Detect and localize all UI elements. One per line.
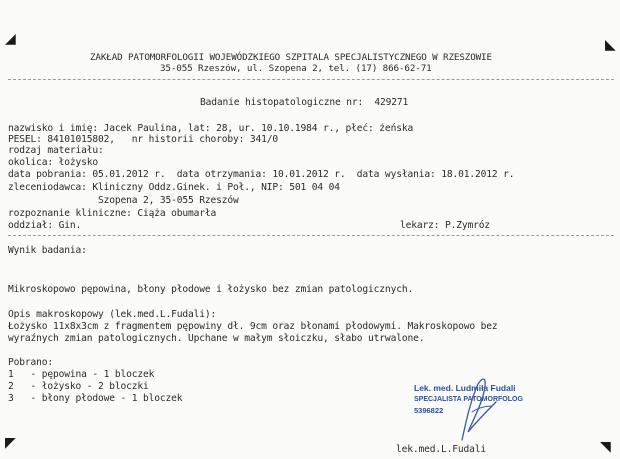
- corner-mark-top-right-icon: ◣: [605, 37, 616, 53]
- clinical-diagnosis-line: rozpoznanie kliniczne: Ciąża obumarła: [8, 208, 217, 219]
- patient-pesel-line: PESEL: 84101015802, nr historii choroby: 341/0: [8, 134, 279, 145]
- macro-description-line-2: wyraźnych zmian patologicznych. Upchane w małym słoiczku, słabo utrwalone.: [8, 333, 425, 344]
- sample-item: 1 - pępowina - 1 bloczek: [8, 369, 155, 380]
- dates-line: data pobrania: 05.01.2012 r. data otrzymania: 10.01.2012 r. data wysłania: 18.01.2012 r.: [8, 169, 515, 180]
- handwritten-signature-icon: [452, 372, 502, 444]
- result-summary: Mikroskopowo pępowina, błony płodowe i łożysko bez zmian patologicznych.: [8, 284, 414, 295]
- header-line-1: ZAKŁAD PATOMORFOLOGII WOJEWÓDZKIEGO SZPITALA SPECJALISTYCZNEGO W RZESZOWIE: [90, 52, 492, 63]
- orderer-line: zleceniodawca: Kliniczny Oddz.Ginek. i Poł., NIP: 501 04 04: [8, 182, 340, 193]
- patient-name-line: nazwisko i imię: Jacek Paulina, lat: 28, ur. 10.10.1984 r., płeć: żeńska: [8, 123, 414, 134]
- corner-mark-bottom-left-icon: ◤: [5, 435, 16, 451]
- exam-number: 429271: [374, 97, 409, 108]
- samples-label: Pobrano:: [8, 357, 54, 368]
- stamp-name: Lek. med. Ludmiła Fudali: [414, 383, 516, 393]
- header-line-2: 35-055 Rzeszów, ul. Szopena 2, tel. (17) 866-62-71: [160, 63, 432, 74]
- macro-description-line-1: Łożysko 11x8x3cm z fragmentem pępowiny dł. 9cm oraz błonami płodowymi. Makroskopowo bez: [8, 321, 498, 332]
- exam-title-label: Badanie histopatologiczne nr:: [200, 97, 364, 108]
- corner-mark-top-left-icon: ◢: [5, 31, 16, 47]
- header-divider: [8, 79, 614, 80]
- corner-mark-bottom-right-icon: ◥: [600, 439, 611, 455]
- material-line: rodzaj materiału:: [8, 145, 104, 156]
- sample-item: 2 - łożysko - 2 bloczki: [8, 381, 149, 392]
- stamp-title: SPECJALISTA PATOMORFOLOG: [414, 396, 523, 403]
- address-line: Szopena 2, 35-055 Rzeszów: [98, 195, 239, 206]
- patient-divider: [8, 235, 614, 236]
- macro-label: Opis makroskopowy (lek.med.L.Fudali):: [8, 309, 217, 320]
- result-label: Wynik badania:: [8, 245, 87, 256]
- stamp-number: 5396822: [414, 406, 444, 415]
- doctor-line: lekarz: P.Zymróz: [400, 220, 491, 231]
- ward-line: oddział: Gin.: [8, 220, 82, 231]
- sample-item: 3 - błony płodowe - 1 bloczek: [8, 393, 183, 404]
- signature-name: lek.med.L.Fudali: [396, 444, 487, 455]
- region-line: okolica: łożysko: [8, 157, 99, 168]
- exam-title: [200, 97, 408, 108]
